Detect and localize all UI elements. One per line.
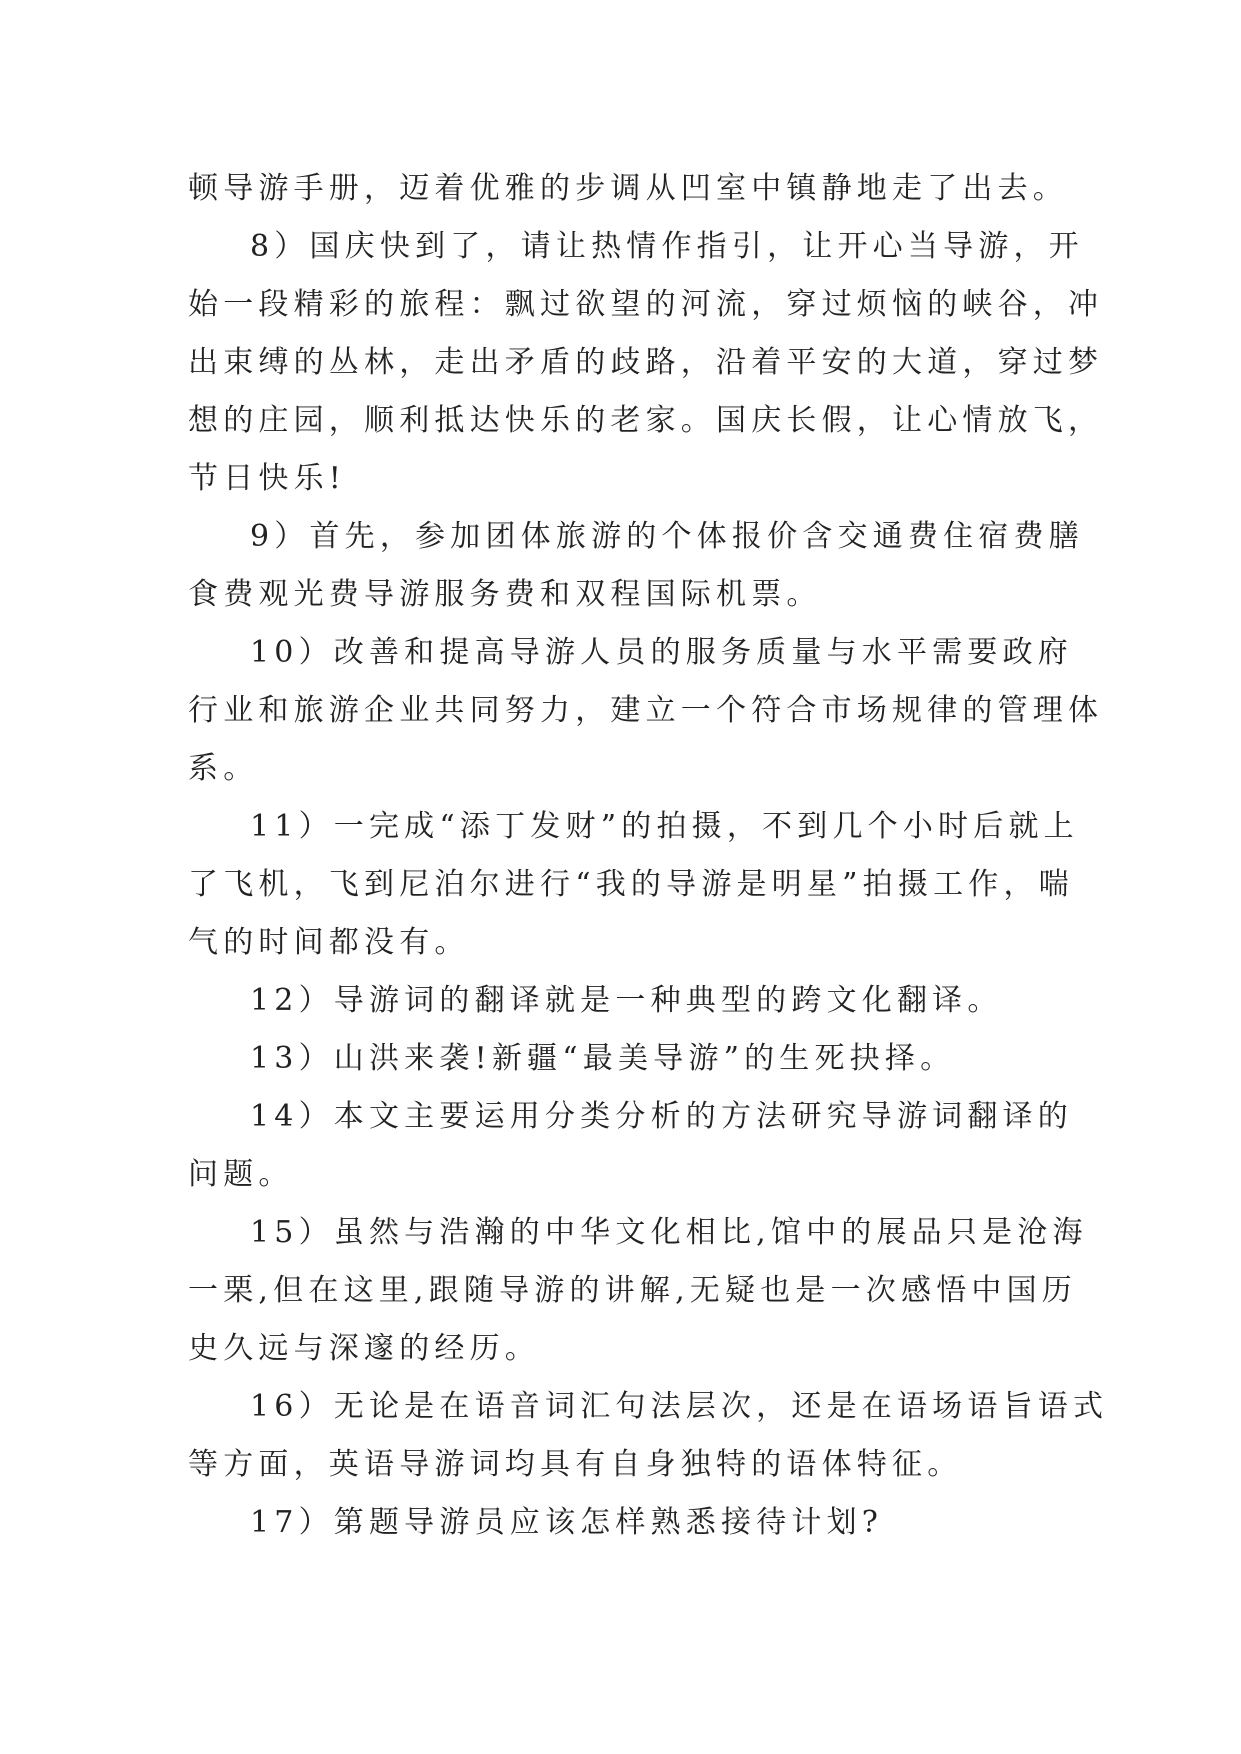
text-line-7: 9）首先，参加团体旅游的个体报价含交通费住宿费膳 <box>250 519 1084 554</box>
text-line-14: 气的时间都没有。 <box>188 925 470 960</box>
text-line-1: 顿导游手册，迈着优雅的步调从凹室中镇静地走了出去。 <box>188 171 1068 206</box>
text-line-12: 11）一完成“添丁发财”的拍摄，不到几个小时后就上 <box>250 809 1079 844</box>
text-line-3: 始一段精彩的旅程：飘过欲望的河流，穿过烦恼的峡谷，冲 <box>188 287 1104 322</box>
text-line-15: 12）导游词的翻译就是一种典型的跨文化翻译。 <box>250 983 1003 1018</box>
text-line-8: 食费观光费导游服务费和双程国际机票。 <box>188 577 822 612</box>
text-line-13: 了飞机，飞到尼泊尔进行“我的导游是明星”拍摄工作，喘 <box>188 867 1074 902</box>
text-line-18: 问题。 <box>188 1157 294 1192</box>
document-page <box>188 160 1109 1552</box>
text-line-17: 14）本文主要运用分类分析的方法研究导游词翻译的 <box>250 1099 1073 1134</box>
text-line-23: 等方面，英语导游词均具有自身独特的语体特征。 <box>188 1447 963 1482</box>
text-line-5: 想的庄园，顺利抵达快乐的老家。国庆长假，让心情放飞， <box>188 403 1104 438</box>
text-line-22: 16）无论是在语音词汇句法层次，还是在语场语旨语式 <box>250 1389 1109 1424</box>
text-line-20: 一栗,但在这里,跟随导游的讲解,无疑也是一次感悟中国历 <box>188 1273 1078 1308</box>
text-line-16: 13）山洪来袭!新疆“最美导游”的生死抉择。 <box>250 1041 956 1076</box>
text-line-19: 15）虽然与浩瀚的中华文化相比,馆中的展品只是沧海 <box>250 1215 1088 1250</box>
text-line-2: 8）国庆快到了，请让热情作指引，让开心当导游，开 <box>250 229 1084 264</box>
text-line-6: 节日快乐! <box>188 461 347 496</box>
text-line-24: 17）第题导游员应该怎样熟悉接待计划? <box>250 1505 884 1540</box>
text-line-21: 史久远与深邃的经历。 <box>188 1331 540 1366</box>
text-line-9: 10）改善和提高导游人员的服务质量与水平需要政府 <box>250 635 1073 670</box>
text-line-11: 系。 <box>188 751 259 786</box>
text-line-10: 行业和旅游企业共同努力，建立一个符合市场规律的管理体 <box>188 693 1104 728</box>
text-line-4: 出束缚的丛林，走出矛盾的歧路，沿着平安的大道，穿过梦 <box>188 345 1104 380</box>
